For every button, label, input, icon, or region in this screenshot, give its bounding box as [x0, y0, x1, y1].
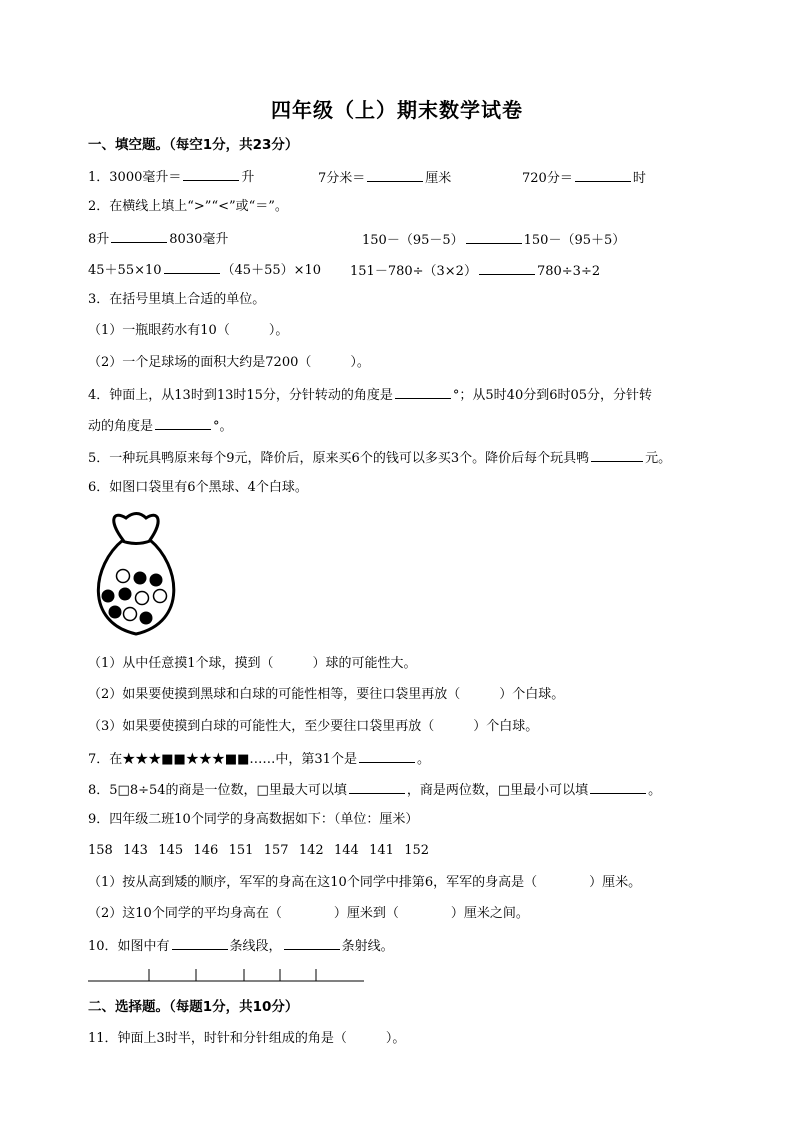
- height-value: 158: [88, 843, 113, 858]
- answer-blank[interactable]: [575, 168, 631, 182]
- answer-blank[interactable]: [172, 936, 228, 950]
- question-8: 8．5□8÷54的商是一位数，□里最大可以填 ，商是两位数，□里最小可以填 。: [88, 780, 661, 800]
- question-4-line1: 4．钟面上，从13时到13时15分，分针转动的角度是 °；从5时40分到6时05分，分针转: [88, 385, 652, 405]
- question-5: 5．一种玩具鸭原来每个9元，降价后，原来买6个的钱可以多买3个。降价后每个玩具鸭 元。: [88, 448, 671, 468]
- answer-blank[interactable]: [164, 260, 220, 274]
- question-6-part1: （1）从中任意摸1个球，摸到（ ）球的可能性大。: [88, 656, 417, 671]
- question-2-row1a: 8升 8030毫升: [88, 229, 228, 249]
- black-ball: [109, 606, 122, 619]
- answer-blank[interactable]: [111, 229, 167, 243]
- black-ball: [150, 574, 163, 587]
- section-choice-heading: 二、选择题。（每题1分，共10分）: [88, 999, 299, 1015]
- height-value: 141: [369, 843, 394, 858]
- height-value: 144: [333, 843, 359, 858]
- answer-blank[interactable]: [479, 261, 535, 275]
- answer-blank[interactable]: [183, 167, 239, 181]
- black-ball: [140, 612, 153, 625]
- height-value: 151: [228, 843, 254, 858]
- question-1: 1．3000毫升＝ 升: [88, 167, 254, 187]
- height-data-list: [88, 842, 435, 860]
- question-3-part2: （2）一个足球场的面积大约是7200（ ）。: [88, 355, 370, 370]
- question-4-line2: 动的角度是 °。: [88, 416, 233, 436]
- question-3-stem: 3．在括号里填上合适的单位。: [88, 292, 266, 307]
- white-ball: [124, 608, 137, 621]
- question-9-part1: （1）按从高到矮的顺序，军军的身高在这10个同学中排第6，军军的身高是（ ）厘米。: [88, 875, 642, 890]
- height-value: 143: [123, 843, 148, 858]
- height-value: 142: [298, 843, 324, 858]
- answer-blank[interactable]: [590, 780, 646, 794]
- black-ball: [102, 590, 115, 603]
- white-ball: [117, 570, 130, 583]
- question-2-row1b: 150－（95－5） 150－（95＋5）: [362, 229, 625, 248]
- question-2-row2b: 151－780÷（3×2） 780÷3÷2: [350, 260, 600, 279]
- question-2-row2a: 45＋55×10 （45＋55）×10: [88, 260, 321, 280]
- answer-blank[interactable]: [359, 749, 415, 763]
- question-9-stem: 9．四年级二班10个同学的身高数据如下：（单位：厘米）: [88, 812, 419, 827]
- answer-blank[interactable]: [284, 936, 340, 950]
- answer-blank[interactable]: [367, 168, 423, 182]
- question-6-part2: （2）如果要使摸到黑球和白球的可能性相等，要往口袋里再放（ ）个白球。: [88, 687, 565, 702]
- answer-blank[interactable]: [155, 416, 211, 430]
- height-value: 157: [263, 843, 289, 858]
- line-segment-figure: [88, 966, 364, 982]
- height-value: 146: [193, 843, 219, 858]
- question-1c: 720分＝ 时: [522, 167, 646, 186]
- question-10: 10．如图中有 条线段， 条射线。: [88, 936, 394, 956]
- height-value: 152: [404, 843, 430, 858]
- answer-blank[interactable]: [591, 448, 643, 462]
- question-2-stem: 2．在横线上填上“>”“<”或“＝”。: [88, 199, 288, 214]
- question-9-part2: （2）这10个同学的平均身高在（ ）厘米到（ ）厘米之间。: [88, 906, 529, 921]
- section-fill-blank-heading: 一、填空题。（每空1分，共23分）: [88, 137, 299, 153]
- question-11: 11．钟面上3时半，时针和分针组成的角是（ ）。: [88, 1031, 406, 1046]
- white-ball: [154, 590, 167, 603]
- question-3-part1: （1）一瓶眼药水有10（ ）。: [88, 323, 289, 338]
- white-ball: [136, 592, 149, 605]
- page-title: 四年级（上）期末数学试卷: [271, 98, 523, 122]
- question-1b: 7分米＝ 厘米: [318, 167, 451, 186]
- question-6-part3: （3）如果要使摸到白球的可能性大，至少要往口袋里再放（ ）个白球。: [88, 719, 539, 734]
- black-ball: [134, 572, 147, 585]
- question-6-stem: 6．如图口袋里有6个黑球、4个白球。: [88, 480, 308, 495]
- answer-blank[interactable]: [466, 230, 522, 244]
- black-ball: [119, 588, 132, 601]
- ball-bag-illustration: [88, 510, 184, 640]
- question-7: 7．在★★★■■★★★■■……中，第31个是 。: [88, 749, 430, 769]
- answer-blank[interactable]: [395, 385, 451, 399]
- answer-blank[interactable]: [349, 780, 405, 794]
- height-value: 145: [158, 843, 184, 858]
